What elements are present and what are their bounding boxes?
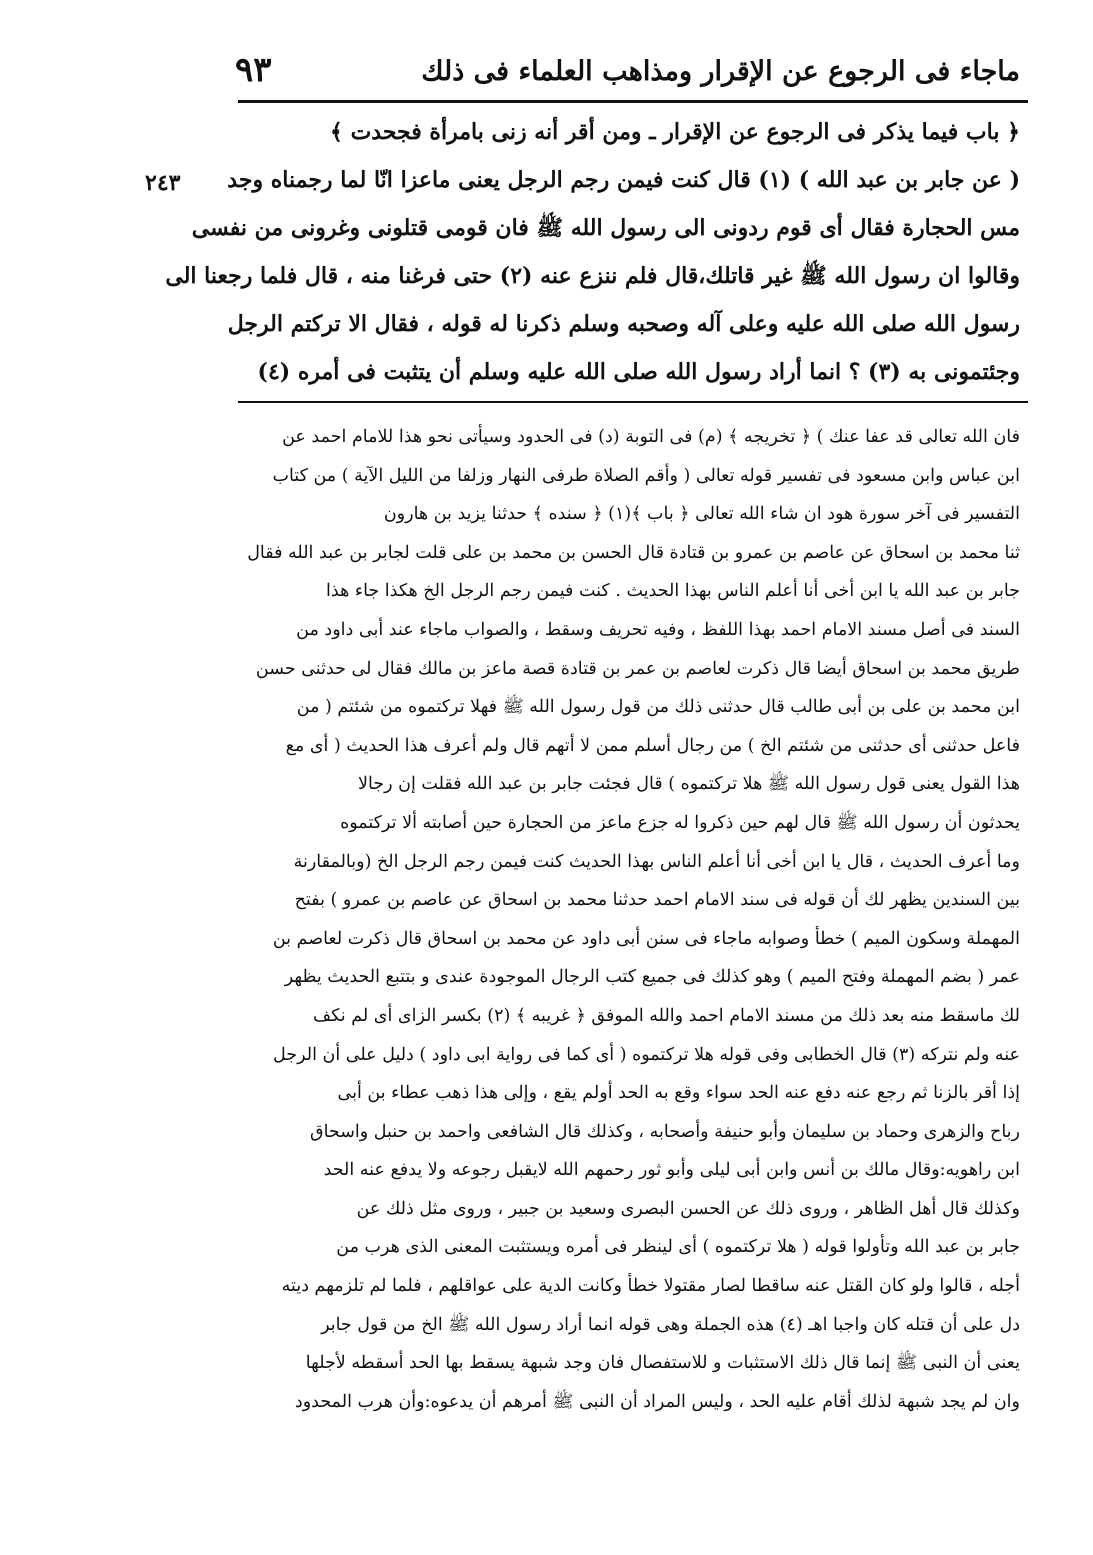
footnote-line: لك ماسقط منه بعد ذلك من مسند الامام احمد والله الموفق ﴿ غريبه ﴾ (٢) بكسر الزاى أى لم نكف <box>313 1005 1020 1026</box>
footnote-line: جابر بن عبد الله وتأولوا قوله ( هلا تركتموه ) أى لينظر فى أمره ويستثبت المعنى الذى هرب من <box>336 1237 1020 1258</box>
footnote-line: جابر بن عبد الله يا ابن أخى أنا أعلم الناس بهذا الحديث . كنت فيمن رجم الرجل الخ هكذا جاء هذا <box>326 581 1020 602</box>
footnote-line: ثنا محمد بن اسحاق عن عاصم بن عمرو بن قتادة قال الحسن بن محمد بن على قلت لجابر بن عبد الله فقال <box>247 542 1020 563</box>
hadith-number: ٢٤٣ <box>145 170 181 196</box>
footnote-line: المهملة وسكون الميم ) خطأ وصوابه ماجاء فى سنن أبى داود عن محمد بن اسحاق قال ذكرت لعاصم بن <box>272 928 1020 949</box>
footnote-line: عمر ( بضم المهملة وفتح الميم ) وهو كذلك فى جميع كتب الرجال الموجودة عندى و بتتبع الحديث يظهر <box>284 967 1020 988</box>
footnote-line: يعنى أن النبى ﷺ إنما قال ذلك الاستثبات و للاستفصال فان وجد شبهة يسقط بها الحد أسقطه لأجلها <box>305 1353 1020 1374</box>
footnote-line: ابن راهويه:وقال مالك بن أنس وابن أبى ليلى وأبو ثور رحمهم الله لايقبل رجوعه ولا يدفع عنه الحد <box>323 1160 1020 1181</box>
footnote-line: التفسير فى آخر سورة هود ان شاء الله تعالى ﴿ باب ﴾(١) ﴿ سنده ﴾ حدثنا يزيد بن هارون <box>383 504 1020 525</box>
footnote-line: فان الله تعالى قد عفا عنك ) ﴿ تخريجه ﴾ (م) فى التوبة (د) فى الحدود وسيأتى نحو هذا للامام احمد عن <box>282 427 1020 447</box>
running-title: ماجاء فى الرجوع عن الإقرار ومذاهب العلماء فى ذلك <box>421 56 1020 87</box>
footnotes <box>205 418 1020 1460</box>
page-header <box>205 48 1020 98</box>
footnote-line: إذا أقر بالزنا ثم رجع عنه دفع عنه الحد سواء وقع به الحد أولم يقع ، وإلى هذا ذهب عطاء بن أبى <box>337 1083 1020 1104</box>
footnote-line: رباح والزهرى وحماد بن سليمان وأبو حنيفة وأصحابه ، وكذلك قال الشافعى واحمد بن حنبل واسحاق <box>310 1121 1020 1142</box>
footnote-line: عنه ولم نتركه (٣) قال الخطابى وفى قوله هلا تركتموه ( أى كما فى رواية ابى داود ) دليل على أن الرجل <box>273 1044 1020 1065</box>
footnote-line: وكذلك قال أهل الظاهر ، وروى ذلك عن الحسن البصرى وسعيد بن جبير ، وروى مثل ذلك عن <box>356 1198 1020 1219</box>
footnote-line <box>205 1421 1020 1460</box>
footnote-line: السند فى أصل مسند الامام احمد بهذا اللفظ ، وفيه تحريف وسقط ، والصواب ماجاء عند أبى داود من <box>296 619 1020 640</box>
page-number: ٩٣ <box>235 50 272 90</box>
footnote-line: وان لم يجد شبهة لذلك أقام عليه الحد ، وليس المراد أن النبى ﷺ أمرهم أن يدعوه:وأن هرب المحدود <box>294 1391 1020 1412</box>
footnote-line: ابن محمد بن على بن أبى طالب قال حدثنى ذلك من قول رسول الله ﷺ فهلا تركتموه من شئتم ( من <box>296 697 1020 718</box>
main-text-line: وقالوا ان رسول الله ﷺ غير قاتلك،قال فلم ننزع عنه (٢) حتى فرغنا منه ، قال فلما رجعنا الى <box>165 263 1020 289</box>
main-text-line: وجئتمونى به (٣) ؟ انما أراد رسول الله صلى الله عليه وسلم أن يتثبت فى أمره (٤) <box>257 359 1020 385</box>
chapter-heading: ﴿ باب فيما يذكر فى الرجوع عن الإقرار ـ ومن أقر أنه زنى بامرأة فجحدت ﴾ <box>330 119 1020 145</box>
header-divider <box>238 100 1028 103</box>
footnote-line: بين السندين يظهر لك أن قوله فى سند الامام احمد حدثنا محمد بن اسحاق عن عاصم بن عمرو ) بفتح <box>294 890 1020 911</box>
footnote-divider <box>238 401 1028 403</box>
main-text <box>165 108 1020 396</box>
footnote-line: يحدثون أن رسول الله ﷺ قال لهم حين ذكروا له جزع ماعز من الحجارة حين أصابته ألا تركتموه <box>340 812 1020 833</box>
footnote-line: أجله ، قالوا ولو كان القتل عنه ساقطا لصار مقتولا خطأ وكانت الدية على عواقلهم ، فلما لم تلزمهم ديته <box>281 1276 1020 1297</box>
footnote-line: ابن عباس وابن مسعود فى تفسير قوله تعالى ( وأقم الصلاة طرفى النهار وزلفا من الليل الآية ) من كتاب <box>272 465 1020 486</box>
footnote-line: دل على أن قتله كان واجبا اهـ (٤) هذه الجملة وهى قوله انما أراد رسول الله ﷺ الخ من قول جابر <box>321 1314 1020 1335</box>
footnote-line: هذا القول يعنى قول رسول الله ﷺ هلا تركتموه ) قال فجئت جابر بن عبد الله فقلت إن رجالا <box>357 774 1020 795</box>
footnote-line: فاعل حدثنى أى حدثنى من شئتم الخ ) من رجال أسلم ممن لا أتهم قال ولم أعرف هذا الحديث ( أى مع <box>285 735 1020 756</box>
footnote-line: طريق محمد بن اسحاق أيضا قال ذكرت لعاصم بن عمر بن قتادة قصة ماعز بن مالك فقال لى حدثنى حسن <box>255 658 1020 679</box>
main-text-line: رسول الله صلى الله عليه وعلى آله وصحبه وسلم ذكرنا له قوله ، فقال الا تركتم الرجل <box>227 311 1020 337</box>
footnote-line: وما أعرف الحديث ، قال يا ابن أخى أنا أعلم الناس بهذا الحديث كنت فيمن رجم الرجل الخ (وبالمقارنة <box>293 851 1020 872</box>
main-text-line: ( عن جابر بن عبد الله ) (١) قال كنت فيمن رجم الرجل يعنى ماعزا انّا لما رجمناه وجد <box>227 167 1020 193</box>
main-text-line: مس الحجارة فقال أى قوم ردونى الى رسول الله ﷺ فان قومى قتلونى وغرونى من نفسى <box>191 215 1020 241</box>
